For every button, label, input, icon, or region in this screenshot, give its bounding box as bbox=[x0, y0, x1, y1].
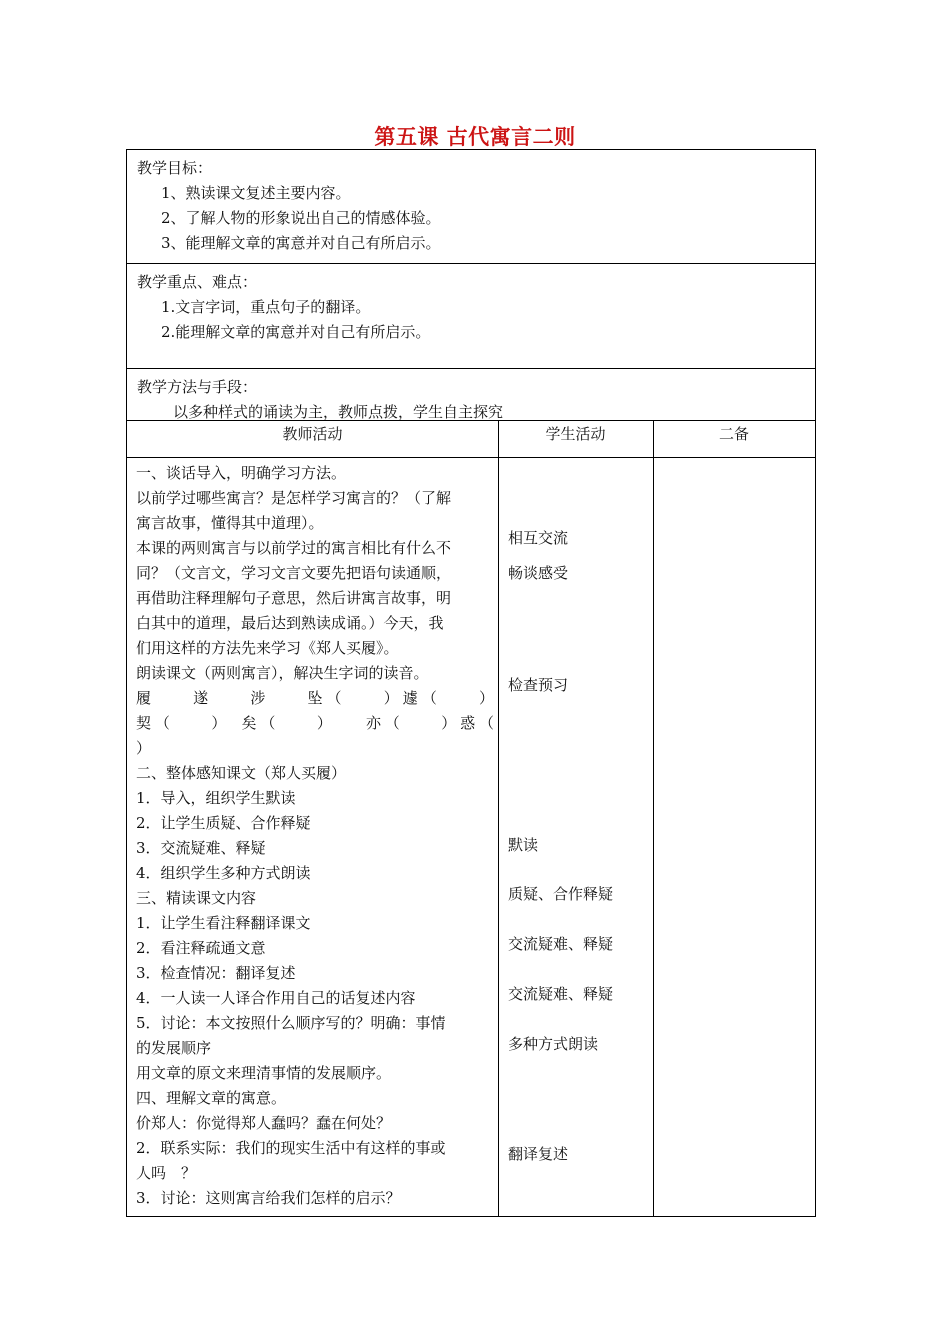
teacher-line: 4．组织学生多种方式朗读 bbox=[136, 864, 311, 882]
header-notes: 二备 bbox=[718, 425, 749, 443]
methods-section bbox=[127, 369, 815, 421]
teacher-line: 3．讨论：这则寓言给我们怎样的启示？ bbox=[136, 1189, 401, 1207]
teacher-line: 一、谈话导入，明确学习方法。 bbox=[136, 464, 347, 482]
teacher-line: 价郑人：你觉得郑人蠢吗？蠢在何处？ bbox=[136, 1114, 392, 1132]
student-activity: 相互交流 bbox=[508, 529, 569, 547]
lesson-plan-table bbox=[126, 149, 816, 1217]
column-divider-2 bbox=[653, 421, 654, 1216]
student-activity: 质疑、合作释疑 bbox=[508, 885, 614, 903]
methods-text: 以多种样式的诵读为主，教师点拨，学生自主探究 bbox=[173, 403, 504, 421]
student-activity: 畅谈感受 bbox=[508, 564, 569, 582]
student-activity: 多种方式朗读 bbox=[508, 1035, 599, 1053]
teacher-line: 3．检查情况：翻译复述 bbox=[136, 964, 296, 982]
teacher-line: 人吗 ？ bbox=[136, 1164, 197, 1182]
teacher-line: 们用这样的方法先来学习《郑人买履》。 bbox=[136, 639, 399, 657]
teacher-line: 2．看注释疏通文意 bbox=[136, 939, 266, 957]
teacher-line: 2．让学生质疑、合作释疑 bbox=[136, 814, 311, 832]
teaching-goals-heading: 教学目标： bbox=[137, 159, 213, 177]
teacher-line: 同？（文言文，学习文言文要先把语句读通顺， bbox=[136, 564, 452, 582]
goal-item: 2、了解人物的形象说出自己的情感体验。 bbox=[161, 209, 441, 227]
teacher-line: 1．让学生看注释翻译课文 bbox=[136, 914, 311, 932]
header-teacher-activity: 教师活动 bbox=[282, 425, 343, 443]
teacher-line: 朗读课文（两则寓言），解决生字词的读音。 bbox=[136, 664, 429, 682]
teacher-line: 的发展顺序 bbox=[136, 1039, 212, 1057]
teacher-line: 白其中的道理，最后达到熟读成诵。）今天，我 bbox=[136, 614, 444, 632]
teacher-line: 1．导入，组织学生默读 bbox=[136, 789, 296, 807]
teacher-line: 2．联系实际：我们的现实生活中有这样的事或 bbox=[136, 1139, 446, 1157]
teacher-line: 3．交流疑难、释疑 bbox=[136, 839, 266, 857]
teacher-line: ） bbox=[136, 739, 152, 757]
key-points-section bbox=[127, 264, 815, 369]
student-activity: 默读 bbox=[508, 836, 539, 854]
teacher-line: 寓言故事，懂得其中道理）。 bbox=[136, 514, 324, 532]
student-activity: 翻译复述 bbox=[508, 1145, 569, 1163]
teacher-line: 再借助注释理解句子意思，然后讲寓言故事，明 bbox=[136, 589, 452, 607]
teacher-line: 履 遂 涉 坠（ ）遽（ ） bbox=[136, 689, 494, 707]
page-title: 第五课 古代寓言二则 bbox=[374, 125, 576, 149]
methods-heading: 教学方法与手段： bbox=[137, 378, 258, 396]
teacher-line: 三、精读课文内容 bbox=[136, 889, 257, 907]
teacher-line: 4．一人读一人译合作用自己的话复述内容 bbox=[136, 989, 416, 1007]
goal-item: 3、能理解文章的寓意并对自己有所启示。 bbox=[161, 234, 441, 252]
key-points-heading: 教学重点、难点： bbox=[137, 273, 258, 291]
teacher-line: 四、理解文章的寓意。 bbox=[136, 1089, 287, 1107]
student-activity: 检查预习 bbox=[508, 676, 569, 694]
teacher-line: 契（ ） 矣（ ） 亦（ ）惑（ bbox=[136, 714, 494, 732]
teacher-line: 5．讨论：本文按照什么顺序写的？明确：事情 bbox=[136, 1014, 446, 1032]
teacher-line: 本课的两则寓言与以前学过的寓言相比有什么不 bbox=[136, 539, 452, 557]
teacher-line: 二、整体感知课文（郑人买履） bbox=[136, 764, 347, 782]
key-point-item: 2.能理解文章的寓意并对自己有所启示。 bbox=[161, 323, 431, 341]
teacher-activity-column bbox=[136, 461, 494, 1211]
key-point-item: 1.文言字词，重点句子的翻译。 bbox=[161, 298, 371, 316]
teacher-line: 用文章的原文来理清事情的发展顺序。 bbox=[136, 1064, 392, 1082]
column-divider-1 bbox=[498, 421, 499, 1216]
student-activity: 交流疑难、释疑 bbox=[508, 985, 614, 1003]
student-activity: 交流疑难、释疑 bbox=[508, 935, 614, 953]
goal-item: 1、熟读课文复述主要内容。 bbox=[161, 184, 351, 202]
teacher-line: 以前学过哪些寓言？是怎样学习寓言的？（了解 bbox=[136, 489, 452, 507]
table-header-rule bbox=[127, 457, 815, 458]
header-student-activity: 学生活动 bbox=[545, 425, 606, 443]
teaching-goals-section bbox=[127, 150, 815, 264]
